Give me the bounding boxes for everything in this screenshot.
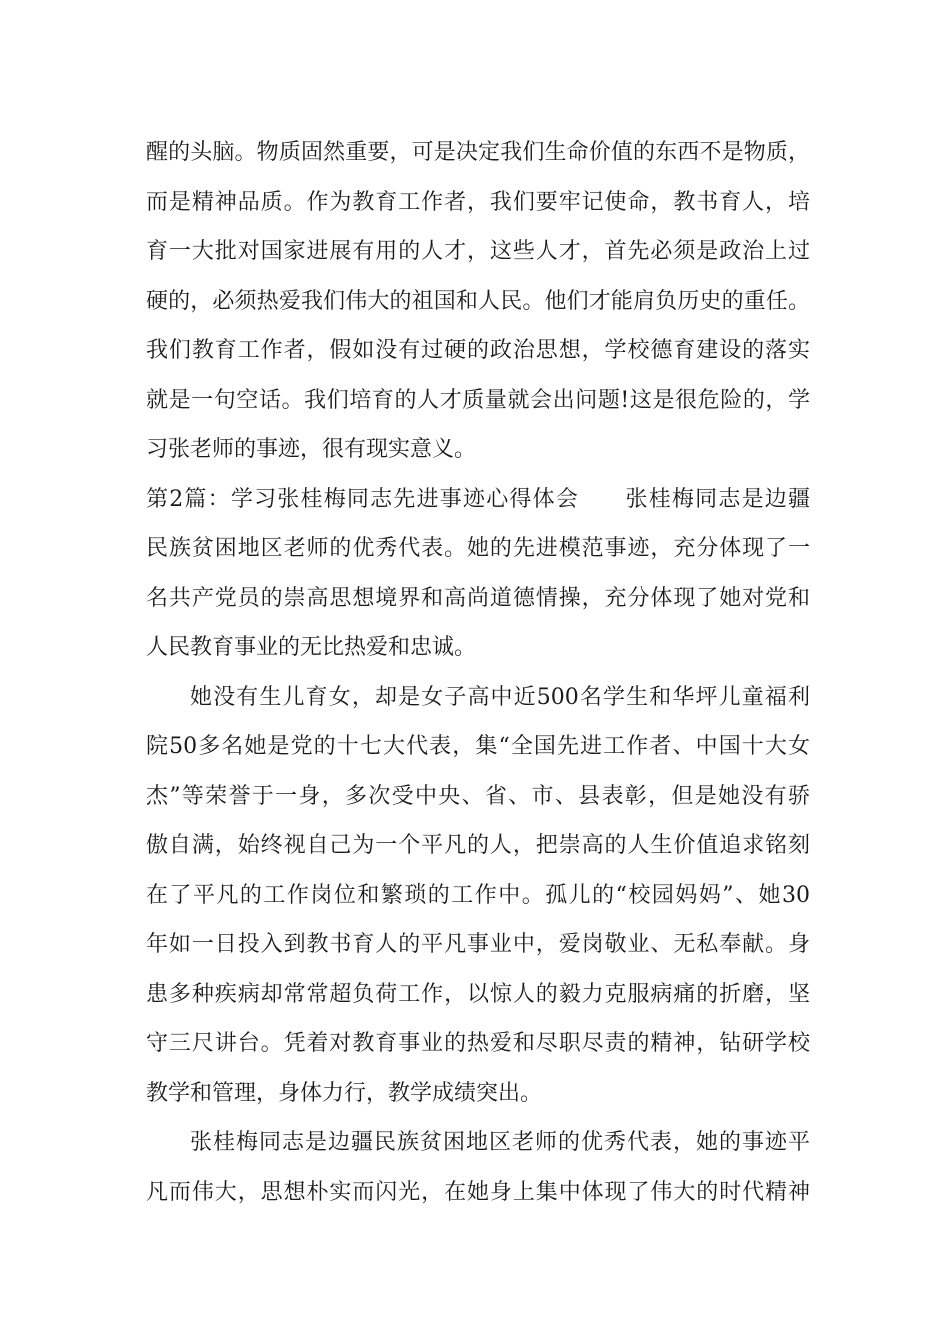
document-body-text bbox=[146, 128, 810, 1217]
text-line: 醒的头脑。物质固然重要，可是决定我们生命价值的东西不是物质， bbox=[146, 140, 810, 165]
text-line: 凡而伟大，思想朴实而闪光，在她身上集中体现了伟大的时代精神 bbox=[146, 1179, 810, 1205]
text-line: 院50多名她是党的十七大代表，集“全国先进工作者、中国十大女 bbox=[146, 734, 810, 759]
text-line: 傲自满，始终视自己为一个平凡的人，把崇高的人生价值追求铭刻 bbox=[146, 833, 810, 858]
text-line: 习张老师的事迹，很有现实意义。 bbox=[146, 437, 477, 462]
text-line: 就是一句空话。我们培育的人才质量就会出问题!这是很危险的，学 bbox=[146, 387, 810, 413]
text-line: 第2篇：学习张桂梅同志先进事迹心得体会 张桂梅同志是边疆 bbox=[146, 486, 810, 512]
text-line: 名共产党员的崇高思想境界和高尚道德情操，充分体现了她对党和 bbox=[146, 585, 810, 611]
text-line: 人民教育事业的无比热爱和忠诚。 bbox=[146, 635, 477, 660]
text-line: 患多种疾病却常常超负荷工作，以惊人的毅力克服病痛的折磨，坚 bbox=[146, 981, 810, 1007]
text-line: 育一大批对国家进展有用的人才，这些人才，首先必须是政治上过 bbox=[146, 239, 810, 264]
text-line: 张桂梅同志是边疆民族贫困地区老师的优秀代表，她的事迹平 bbox=[190, 1130, 810, 1155]
text-line: 年如一日投入到教书育人的平凡事业中，爱岗敬业、无私奉献。身 bbox=[146, 932, 810, 957]
text-line: 民族贫困地区老师的优秀代表。她的先进模范事迹，充分体现了一 bbox=[146, 536, 810, 561]
text-line: 而是精神品质。作为教育工作者，我们要牢记使命，教书育人，培 bbox=[146, 189, 810, 215]
text-line: 在了平凡的工作岗位和繁琐的工作中。孤儿的“校园妈妈”、她30 bbox=[146, 882, 810, 908]
text-line: 教学和管理，身体力行，教学成绩突出。 bbox=[146, 1080, 543, 1106]
text-line: 硬的，必须热爱我们伟大的祖国和人民。他们才能肩负历史的重任。 bbox=[146, 288, 810, 314]
text-line: 杰”等荣誉于一身，多次受中央、省、市、县表彰，但是她没有骄 bbox=[146, 783, 810, 809]
text-line: 守三尺讲台。凭着对教育事业的热爱和尽职尽责的精神，钻研学校 bbox=[146, 1031, 810, 1056]
text-line: 她没有生儿育女，却是女子高中近500名学生和华坪儿童福利 bbox=[190, 684, 810, 710]
text-line: 我们教育工作者，假如没有过硬的政治思想，学校德育建设的落实 bbox=[146, 338, 810, 363]
